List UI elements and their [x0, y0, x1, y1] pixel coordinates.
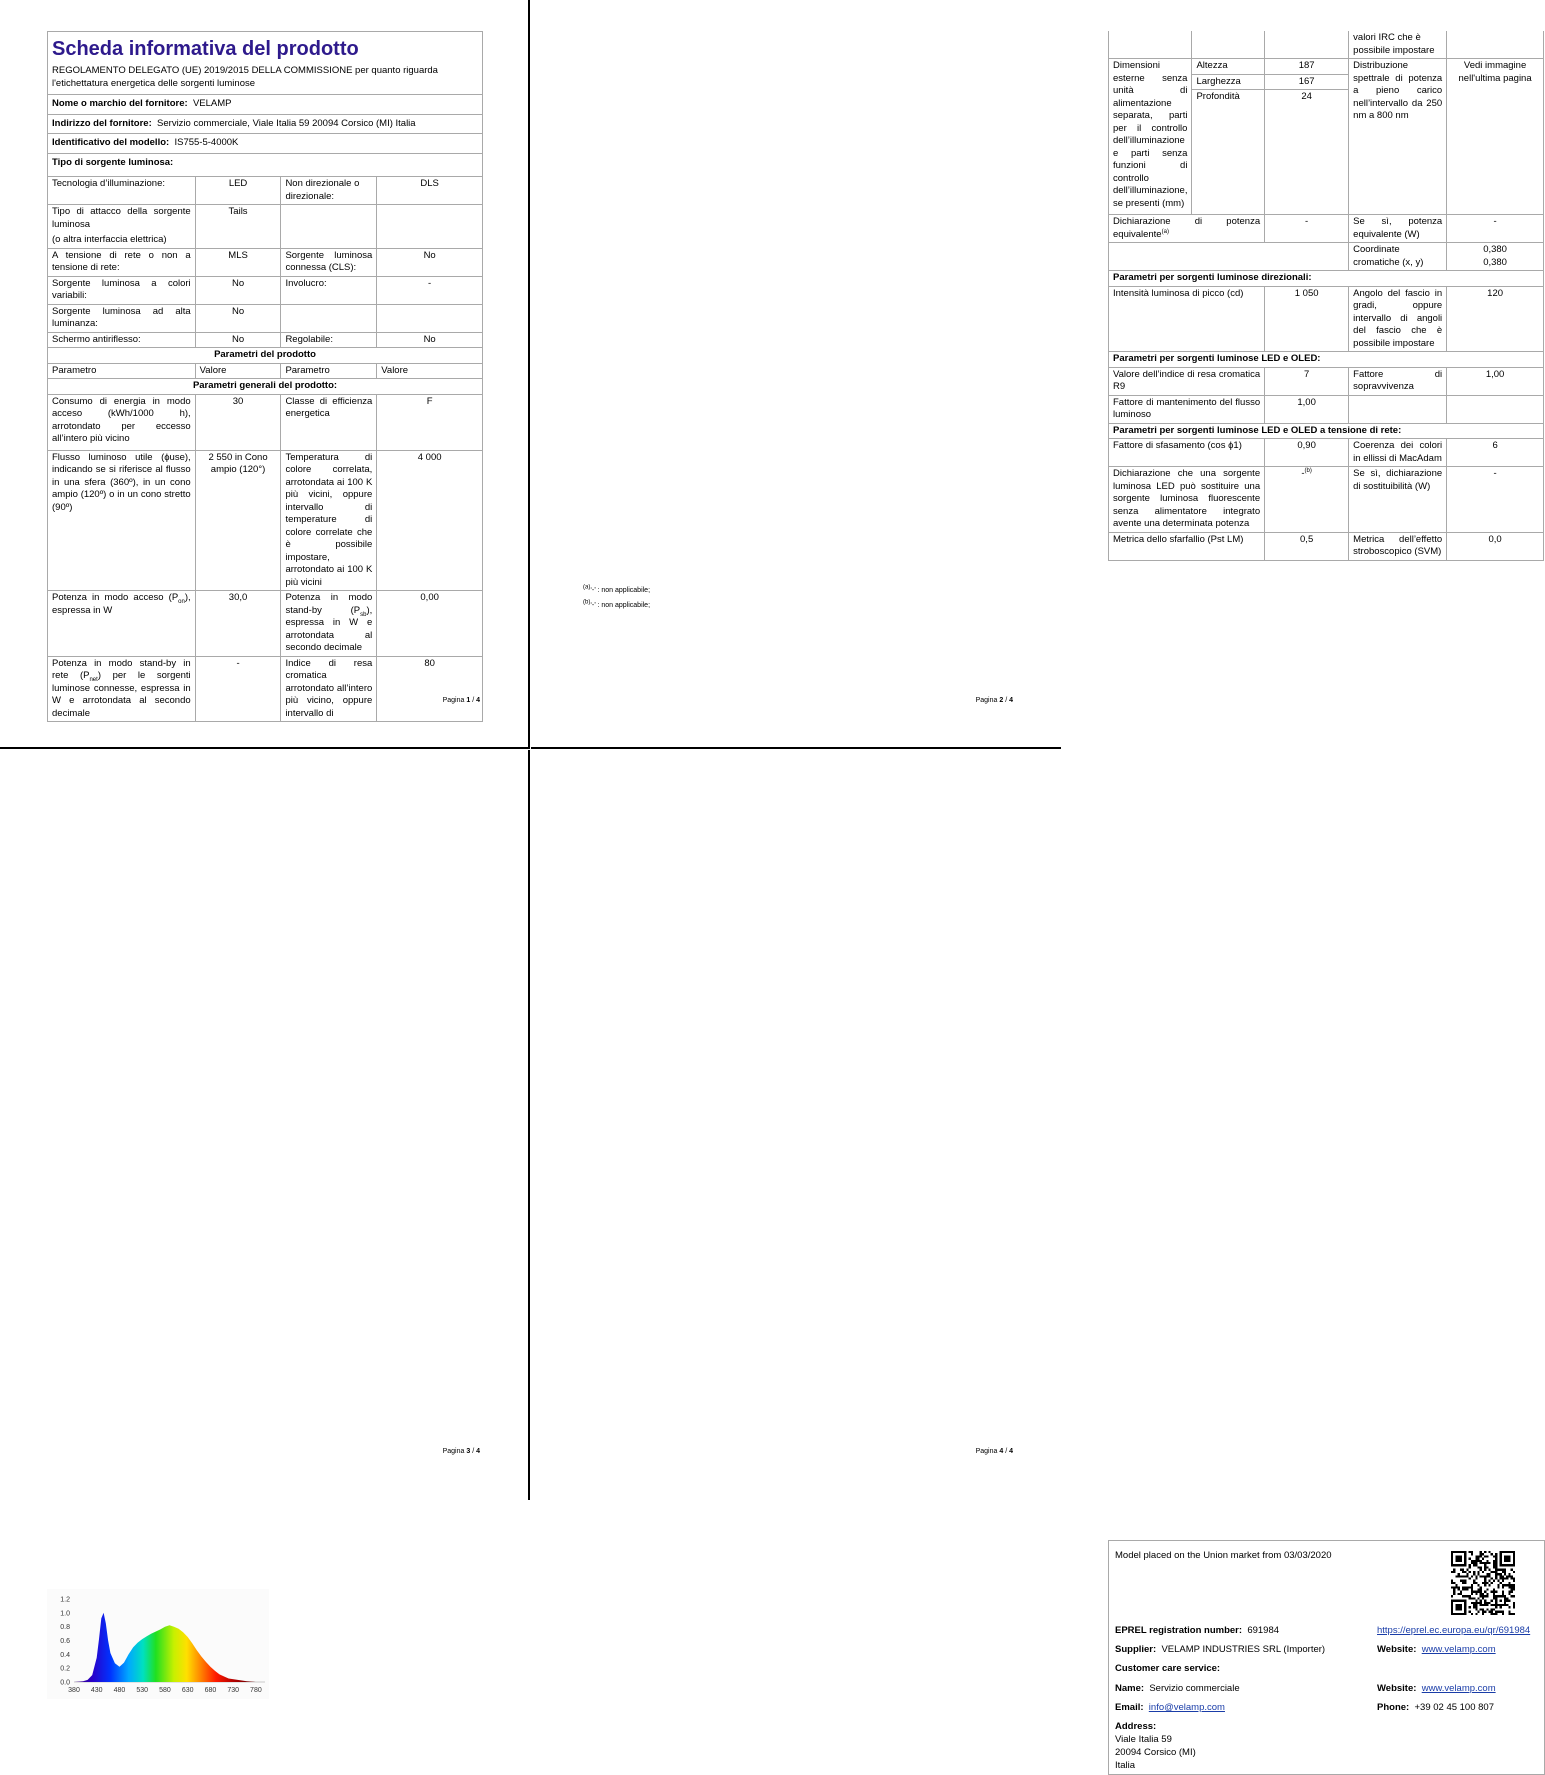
replacement-claim-label: Se sì, dichiarazione di sostituibilità (W) [1349, 467, 1447, 533]
page-title: Scheda informativa del prodotto [52, 38, 359, 60]
flicker-label: Metrica dello sfarfallio (Pst LM) [1109, 532, 1265, 560]
power-factor-label: Fattore di sfasamento (cos ϕ1) [1109, 439, 1265, 467]
mains-label: A tensione di rete o non a tensione di rete: [48, 248, 196, 276]
lumen-maintenance-value: 1,00 [1265, 395, 1349, 423]
product-info-table-continued [1108, 31, 1544, 561]
x-tick-label: 680 [204, 1687, 217, 1694]
eprel-info-box [1108, 1540, 1545, 1775]
stroboscopic-label: Metrica dell’effetto stroboscopico (SVM) [1349, 532, 1447, 560]
r9-label: Valore dell’indice di resa cromatica R9 [1109, 367, 1265, 395]
footnote-b: $^{(b)}$‘-’ : non applicabile; [583, 599, 651, 609]
cri-label-continued: valori IRC che è possibile impostare [1349, 31, 1447, 59]
replacement-claim-value: - [1447, 467, 1544, 533]
flux-value: 2 550 in Cono ampio (120°) [195, 450, 281, 591]
replacement-label: Dichiarazione che una sorgente luminosa LED può sostituire una sorgente luminosa fluorescente senza alimentatore integrato avente una determinata potenza [1109, 467, 1265, 533]
network-standby-value: - [195, 656, 281, 722]
width-value: 167 [1265, 74, 1349, 90]
cct-value: 4 000 [377, 450, 483, 591]
tech-value: LED [195, 177, 281, 205]
height-value: 187 [1265, 59, 1349, 75]
colour-tunable-label: Sorgente luminosa a colori variabili: [48, 276, 196, 304]
address-line-1: Viale Italia 59 [1115, 1734, 1172, 1745]
spd-label: Distribuzione spettrale di potenza a pieno carico nell’intervallo da 250 nm a 800 nm [1349, 59, 1447, 215]
y-tick-label: 0.6 [60, 1638, 70, 1645]
peak-intensity-label: Intensità luminosa di picco (cd) [1109, 286, 1265, 352]
customer-care-label: Customer care service: [1115, 1663, 1221, 1674]
energy-value: 30 [195, 394, 281, 450]
care-name-label: Name: [1115, 1683, 1145, 1694]
width-label: Larghezza [1192, 74, 1265, 90]
depth-value: 24 [1265, 90, 1349, 215]
col-param-header: Parametro [281, 363, 377, 379]
replacement-value: -$^{(b)}$ [1265, 467, 1349, 533]
care-name: Servizio commerciale [1149, 1683, 1240, 1694]
dimmable-label: Regolabile: [281, 332, 377, 348]
standby-power-value: 0,00 [377, 591, 483, 657]
page-4 [531, 750, 1531, 1771]
phone-label: Phone: [1377, 1702, 1410, 1713]
antiglare-value: No [195, 332, 281, 348]
spd-value: Vedi immagine nell'ultima pagina [1447, 59, 1544, 215]
market-date: Model placed on the Union market from 03/03/2020 [1115, 1550, 1332, 1561]
phone-value: +39 02 45 100 807 [1414, 1702, 1494, 1713]
power-factor-value: 0,90 [1265, 439, 1349, 467]
flicker-value: 0,5 [1265, 532, 1349, 560]
beam-angle-value: 120 [1447, 286, 1544, 352]
chroma-label: Coordinate cromatiche (x, y) [1349, 243, 1447, 271]
survival-label: Fattore di sopravvivenza [1349, 367, 1447, 395]
params-header: Parametri del prodotto [48, 348, 483, 364]
x-tick-label: 530 [136, 1687, 149, 1694]
x-tick-label: 730 [227, 1687, 240, 1694]
y-tick-label: 0.0 [60, 1679, 70, 1687]
r9-value: 7 [1265, 367, 1349, 395]
directional-header: Parametri per sorgenti luminose direzionali: [1109, 271, 1544, 287]
y-tick-label: 0.8 [60, 1624, 70, 1632]
website-link[interactable]: www.velamp.com [1421, 1644, 1496, 1655]
equivalent-power-decl: - [1265, 215, 1349, 243]
cri-value: 80 [377, 656, 483, 722]
cap-sub: (o altra interfaccia elettrica) [52, 234, 167, 245]
equivalent-power-w-label: Se sì, potenza equivalente (W) [1349, 215, 1447, 243]
on-power-label: Potenza in modo acceso $(P_{on})$, espressa in W [48, 591, 196, 657]
col-param-header: Parametro [48, 363, 196, 379]
standby-power-label: Potenza in modo stand-by $(P_{sb})$, espressa in W e arrotondata al secondo decimale [281, 591, 377, 657]
col-value-header: Valore [195, 363, 281, 379]
page-1 [0, 0, 530, 749]
mains-value: MLS [195, 248, 281, 276]
care-website-link[interactable]: www.velamp.com [1421, 1683, 1496, 1694]
page-number: Pagina 2 / 4 [975, 697, 1013, 704]
col-value-header: Valore [377, 363, 483, 379]
colour-tunable-value: No [195, 276, 281, 304]
cri-label: Indice di resa cromatica arrotondato all’intero più vicino, oppure intervallo di [281, 656, 377, 722]
page-3 [0, 750, 530, 1694]
x-tick-label: 780 [250, 1687, 262, 1694]
cap-label: Tipo di attacco della sorgente luminosa [52, 206, 191, 230]
flux-label: Flusso luminoso utile (ϕuse), indicando se si riferisce al flusso in una sfera (360º), in un cono ampio (120º) o in un cono stretto (90º) [48, 450, 196, 591]
high-luminance-value: No [195, 304, 281, 332]
footnote-a: $^{(a)}$‘-’ : non applicabile; [583, 584, 651, 594]
spectral-distribution-chart [47, 1589, 269, 1699]
x-tick-label: 480 [113, 1687, 126, 1694]
eprel-number: 691984 [1247, 1625, 1280, 1636]
supplier-value: VELAMP INDUSTRIES SRL (Importer) [1161, 1644, 1326, 1655]
directional-value: DLS [377, 177, 483, 205]
equivalent-power-w-value: - [1447, 215, 1544, 243]
energy-label: Consumo di energia in modo acceso (kWh/1000 h), arrotondato per eccesso all’intero più vicino [48, 394, 196, 450]
connected-label: Sorgente luminosa connessa (CLS): [281, 248, 377, 276]
page-number: Pagina 3 / 4 [442, 1448, 480, 1455]
qr-code-icon[interactable] [1451, 1551, 1515, 1615]
product-info-table [47, 31, 483, 722]
led-header: Parametri per sorgenti luminose LED e OLED: [1109, 352, 1544, 368]
chroma-value: 0,380 0,380 [1447, 243, 1544, 271]
supplier-name: VELAMP [192, 98, 232, 109]
efficiency-class-label: Classe di efficienza energetica [281, 394, 377, 450]
efficiency-class-value: F [377, 394, 483, 450]
x-tick-label: 630 [181, 1687, 194, 1694]
supplier-name-label: Nome o marchio del fornitore: [52, 98, 188, 109]
address-line-3: Italia [1115, 1760, 1136, 1771]
led-mains-header: Parametri per sorgenti luminose LED e OLED a tensione di rete: [1109, 423, 1544, 439]
peak-intensity-value: 1 050 [1265, 286, 1349, 352]
model-label: Identificativo del modello: [52, 137, 170, 148]
regulation-text: REGOLAMENTO DELEGATO (UE) 2019/2015 DELLA COMMISSIONE per quanto riguarda l'etichettatura energetica delle sorgenti luminose [52, 65, 438, 89]
survival-value: 1,00 [1447, 367, 1544, 395]
dimensions-label: Dimensioni esterne senza unità di alimentazione separata, parti per il controllo dell’illuminazione e parti senza funzioni di controllo dell’illuminazione, se presenti (mm) [1109, 59, 1192, 215]
model-id: IS755-5-4000K [174, 137, 239, 148]
supplier-address-label: Indirizzo del fornitore: [52, 117, 152, 129]
beam-angle-label: Angolo del fascio in gradi, oppure intervallo di angoli del fascio che è possibile impostare [1349, 286, 1447, 352]
page-number: Pagina 1 / 4 [442, 697, 480, 704]
y-tick-label: 1.2 [60, 1596, 70, 1604]
email-link[interactable]: info@velamp.com [1148, 1702, 1225, 1713]
connected-value: No [377, 248, 483, 276]
on-power-value: 30,0 [195, 591, 281, 657]
cct-label: Temperatura di colore correlata, arrotondata ai 100 K più vicini, oppure intervallo di temperature di colore correlate che è possibile impostare, arrotondato ai 100 K più vicini [281, 450, 377, 591]
y-tick-label: 0.2 [60, 1665, 70, 1673]
envelope-value: - [377, 276, 483, 304]
eprel-link[interactable]: https://eprel.ec.europa.eu/qr/691984 [1377, 1625, 1531, 1636]
website-label: Website: [1377, 1644, 1417, 1655]
dimmable-value: No [377, 332, 483, 348]
y-tick-label: 0.4 [60, 1651, 70, 1659]
directional-label: Non direzionale o direzionale: [281, 177, 377, 205]
macadam-label: Coerenza dei colori in ellissi di MacAdam [1349, 439, 1447, 467]
supplier-address: Servizio commerciale, Viale Italia 59 20094 Corsico (MI) Italia [157, 117, 416, 129]
equivalent-power-label: Dichiarazione di potenza equivalente$^{(a)}$ [1109, 215, 1265, 243]
envelope-label: Involucro: [281, 276, 377, 304]
cap-value: Tails [195, 205, 281, 249]
x-tick-label: 380 [68, 1687, 80, 1694]
eprel-label: EPREL registration number: [1115, 1625, 1243, 1636]
depth-label: Profondità [1192, 90, 1265, 215]
care-website-label: Website: [1377, 1683, 1417, 1694]
high-luminance-label: Sorgente luminosa ad alta luminanza: [48, 304, 196, 332]
address-label: Address: [1115, 1721, 1157, 1732]
supplier-label: Supplier: [1115, 1644, 1157, 1655]
general-params-header: Parametri generali del prodotto: [48, 379, 483, 395]
macadam-value: 6 [1447, 439, 1544, 467]
email-label: Email: [1115, 1702, 1144, 1713]
x-tick-label: 430 [90, 1687, 103, 1694]
address-line-2: 20094 Corsico (MI) [1115, 1747, 1196, 1758]
tech-label: Tecnologia d’illuminazione: [48, 177, 196, 205]
stroboscopic-value: 0,0 [1447, 532, 1544, 560]
y-tick-label: 1.0 [60, 1610, 70, 1618]
network-standby-label: Potenza in modo stand-by in rete $(P_{net})$ per le sorgenti luminose connesse, espressa in W e arrotondata al secondo decimale [48, 656, 196, 722]
source-type-label: Tipo di sorgente luminosa: [48, 153, 483, 177]
lumen-maintenance-label: Fattore di mantenimento del flusso luminoso [1109, 395, 1265, 423]
height-label: Altezza [1192, 59, 1265, 75]
antiglare-label: Schermo antiriflesso: [48, 332, 196, 348]
page-number: Pagina 4 / 4 [975, 1448, 1013, 1455]
x-tick-label: 580 [159, 1687, 171, 1694]
page-2 [531, 0, 1532, 749]
